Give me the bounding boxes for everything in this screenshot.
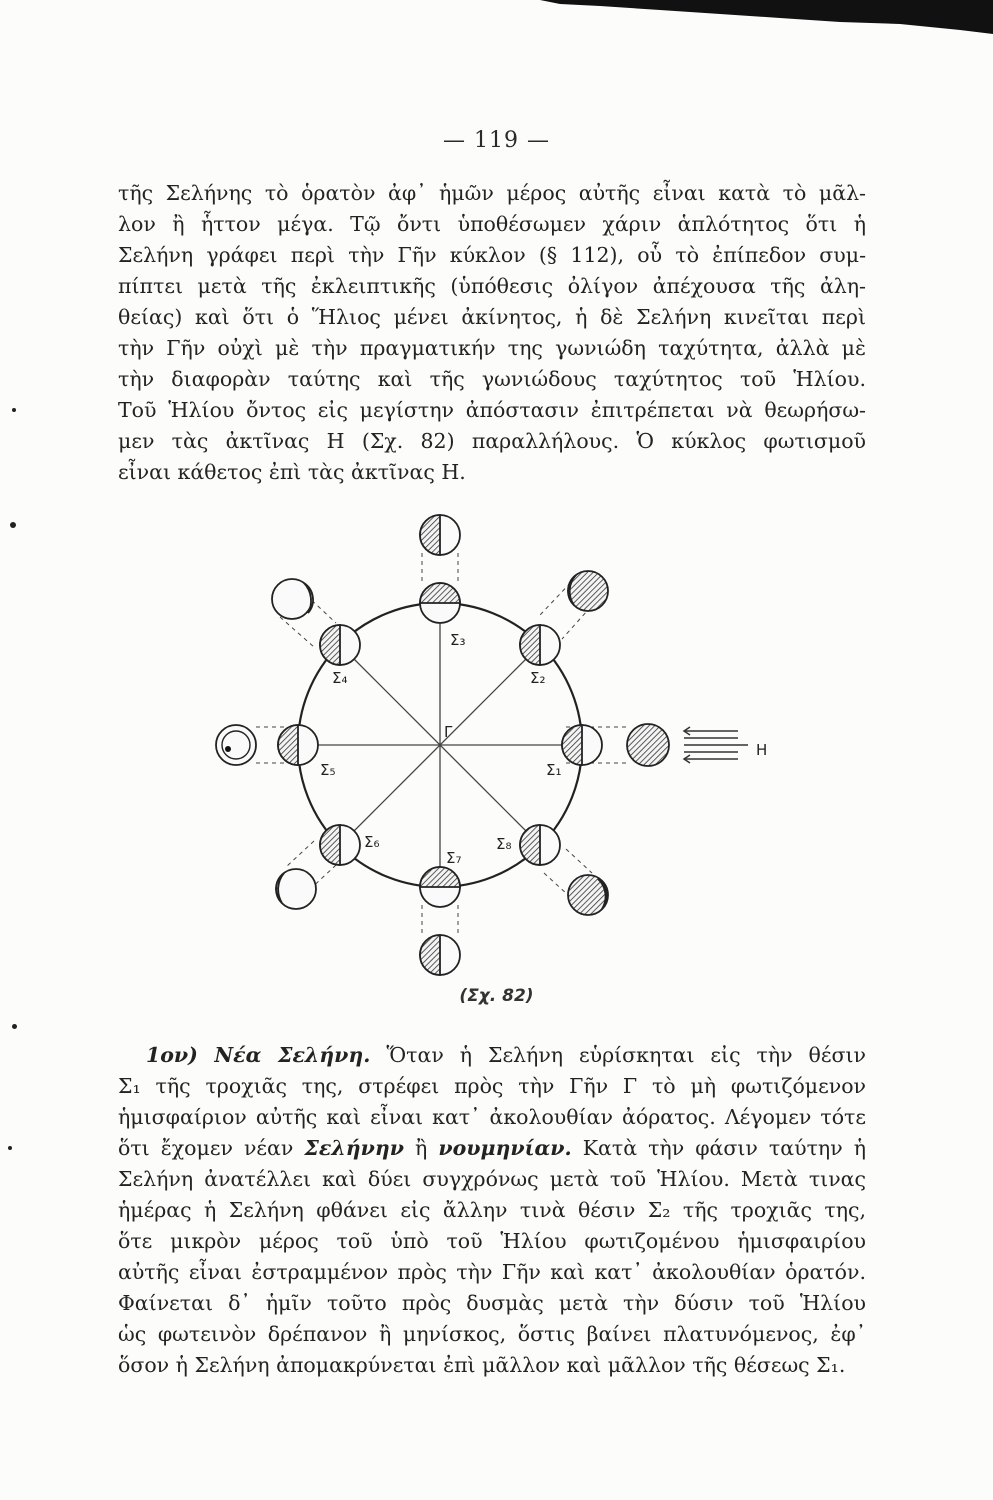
text-line: τὴν Γῆν οὐχὶ μὲ τὴν πραγματικήν της γωνιώδη ταχύτητα, ἀλλὰ μὲ — [118, 336, 866, 360]
text-line: Τοῦ Ἡλίου ὄντος εἰς μεγίστην ἀπόστασιν ἐπιτρέπεται νὰ θεωρήσω- — [118, 398, 866, 422]
page-number: — 119 — — [443, 128, 550, 153]
text-line: λον ἢ ἧττον μέγα. Τῷ ὄντι ὑποθέσωμεν χάριν ἁπλότητος ὅτι ἡ — [118, 212, 866, 236]
text-line: Σ₁ τῆς τροχιᾶς της, στρέφει πρὸς τὴν Γῆν Γ τὸ μὴ φωτιζόμενον — [118, 1074, 866, 1098]
scan-edge-shadow — [0, 0, 993, 40]
text-line: τῆς Σελήνης τὸ ὁρατὸν ἀφ᾽ ἡμῶν μέρος αὐτῆς εἶναι κατὰ τὸ μᾶλ- — [118, 181, 866, 205]
text-span: Κατὰ τὴν φάσιν ταύτην ἡ — [571, 1136, 866, 1160]
text-line: Σελήνη ἀνατέλλει καὶ δύει συγχρόνως μετὰ τοῦ Ἡλίου. Μετὰ τινας — [118, 1167, 866, 1191]
text-span: Ὅταν ἡ Σελήνη εὑρίσκηται εἰς τὴν θέσιν — [370, 1043, 866, 1067]
figure-caption: (Σχ. 82) — [459, 986, 534, 1006]
section-heading: 1ον) Νέα Σελήνη. — [146, 1043, 371, 1067]
paragraph-new-moon — [118, 1040, 866, 1381]
paragraph-top — [118, 178, 866, 488]
text-line: μεν τὰς ἀκτῖνας Η (Σχ. 82) παραλλήλους. Ὁ κύκλος φωτισμοῦ — [118, 429, 866, 453]
label-s1: Σ₁ — [546, 761, 562, 779]
text-line — [118, 1040, 866, 1071]
text-line: ἡμέρας ἡ Σελήνη φθάνει εἰς ἄλλην τινὰ θέσιν Σ₂ τῆς τροχιᾶς της, — [118, 1198, 866, 1222]
text-line — [118, 1133, 866, 1164]
label-s6: Σ₆ — [364, 833, 380, 851]
text-line: εἶναι κάθετος ἐπὶ τὰς ἀκτῖνας Η. — [118, 460, 466, 484]
scan-speck — [8, 1146, 12, 1150]
text-line: ὅσον ἡ Σελήνη ἀπομακρύνεται ἐπὶ μᾶλλον καὶ μᾶλλον τῆς θέσεως Σ₁. — [118, 1353, 846, 1377]
text-line: θείας) καὶ ὅτι ὁ Ἥλιος μένει ἀκίνητος, ἡ δὲ Σελήνη κινεῖται περὶ — [118, 305, 866, 329]
text-line: αὐτῆς εἶναι ἐστραμμένον πρὸς τὴν Γῆν καὶ κατ᾽ ἀκολουθίαν ὁρατόν. — [118, 1260, 866, 1284]
label-s4: Σ₄ — [332, 669, 348, 687]
text-line: Σελήνη γράφει περὶ τὴν Γῆν κύκλον (§ 112), οὗ τὸ ἐπίπεδον συμ- — [118, 243, 866, 267]
text-line: ὡς φωτεινὸν δρέπανον ἢ μηνίσκος, ὅστις βαίνει πλατυνόμενος, ἐφ᾽ — [118, 1322, 866, 1346]
label-s8: Σ₈ — [496, 835, 512, 853]
text-line: Φαίνεται δ᾽ ἡμῖν τοῦτο πρὸς δυσμὰς μετὰ τὴν δύσιν τοῦ Ἡλίου — [118, 1291, 866, 1315]
text-line: πίπτει μετὰ τῆς ἐκλειπτικῆς (ὑπόθεσις ὀλίγον ἀπέχουσα τῆς ἀλη- — [118, 274, 866, 298]
label-s5: Σ₅ — [320, 761, 336, 779]
term-selene: Σελήνην — [304, 1136, 404, 1160]
label-s3: Σ₃ — [450, 631, 466, 649]
label-s2: Σ₂ — [530, 669, 546, 687]
scan-speck — [12, 408, 16, 412]
text-span: ὅτι ἔχομεν νέαν — [118, 1136, 305, 1160]
label-rays: Η — [756, 741, 768, 759]
sun-rays — [684, 727, 748, 763]
text-span: ἢ — [403, 1136, 439, 1160]
term-noumenia: νουμηνίαν. — [438, 1136, 572, 1160]
text-line: τὴν διαφορὰν ταύτης καὶ τῆς γωνιώδους ταχύτητος τοῦ Ἡλίου. — [118, 367, 866, 391]
text-line: ὅτε μικρὸν μέρος τοῦ ὑπὸ τοῦ Ἡλίου φωτιζομένου ἡμισφαιρίου — [118, 1229, 866, 1253]
label-s7: Σ₇ — [446, 849, 462, 867]
scan-speck — [12, 1024, 17, 1029]
label-earth: Γ — [444, 723, 453, 741]
moon-phases-diagram — [196, 505, 786, 1015]
scan-speck — [10, 522, 16, 528]
text-line: ἡμισφαίριον αὐτῆς καὶ εἶναι κατ᾽ ἀκολουθίαν ἀόρατος. Λέγομεν τότε — [118, 1105, 866, 1129]
